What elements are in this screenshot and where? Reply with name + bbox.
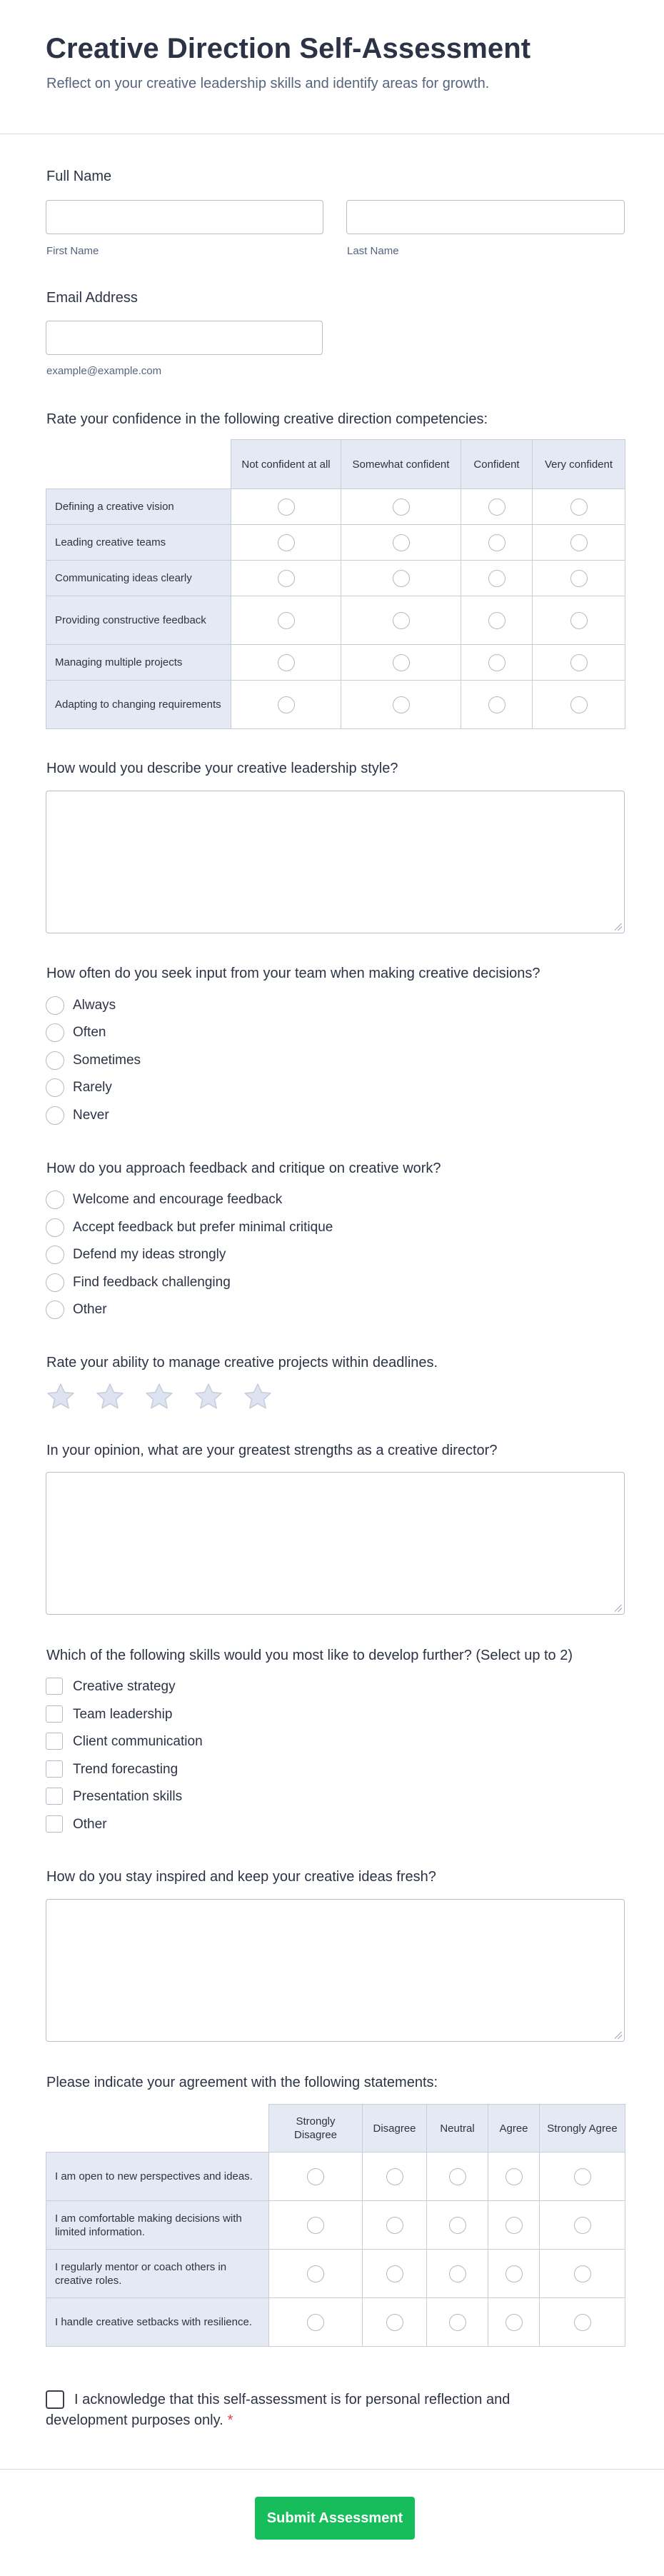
matrix-radio[interactable] bbox=[393, 498, 410, 516]
matrix-radio[interactable] bbox=[488, 696, 505, 713]
matrix-corner bbox=[46, 2105, 269, 2152]
star-icon[interactable] bbox=[242, 1381, 273, 1413]
matrix-radio[interactable] bbox=[307, 2265, 324, 2282]
radio-circle[interactable] bbox=[46, 1246, 64, 1264]
acknowledge-text: I acknowledge that this self-assessment is for personal reflection and development purposes only. bbox=[46, 2392, 510, 2428]
matrix-radio[interactable] bbox=[393, 612, 410, 629]
checkbox[interactable] bbox=[46, 1760, 63, 1778]
form-title: Creative Direction Self-Assessment bbox=[46, 33, 531, 64]
option-label: Defend my ideas strongly bbox=[73, 1247, 226, 1262]
matrix-column-header: Strongly Disagree bbox=[269, 2105, 363, 2152]
leadership-style-textarea[interactable] bbox=[46, 791, 625, 933]
matrix-row-label: Communicating ideas clearly bbox=[46, 561, 231, 596]
matrix-row bbox=[46, 2250, 625, 2298]
checkbox[interactable] bbox=[46, 1678, 63, 1695]
matrix-radio[interactable] bbox=[386, 2217, 403, 2234]
matrix-radio[interactable] bbox=[278, 696, 295, 713]
resize-grip-icon[interactable] bbox=[615, 923, 622, 931]
resize-grip-icon[interactable] bbox=[615, 2032, 622, 2039]
matrix-row bbox=[46, 2152, 625, 2201]
option-label: Other bbox=[73, 1817, 107, 1832]
leadership-style-question: How would you describe your creative leadership style? bbox=[46, 761, 398, 776]
matrix-radio[interactable] bbox=[393, 696, 410, 713]
radio-circle[interactable] bbox=[46, 1051, 64, 1070]
form-subtitle: Reflect on your creative leadership skills and identify areas for growth. bbox=[46, 76, 490, 91]
matrix-row bbox=[46, 596, 625, 645]
matrix-radio[interactable] bbox=[393, 654, 410, 671]
matrix-column-header: Agree bbox=[488, 2105, 540, 2152]
form-header bbox=[0, 0, 664, 134]
last-name-sublabel: Last Name bbox=[347, 245, 399, 257]
full-name-label: Full Name bbox=[46, 169, 112, 184]
checkbox[interactable] bbox=[46, 1733, 63, 1750]
matrix-column-header: Not confident at all bbox=[231, 440, 341, 489]
option-label: Often bbox=[73, 1025, 106, 1040]
radio-circle[interactable] bbox=[46, 1191, 64, 1209]
radio-circle[interactable] bbox=[46, 1106, 64, 1125]
matrix-radio[interactable] bbox=[505, 2314, 523, 2331]
option-label: Always bbox=[73, 998, 116, 1013]
option-label: Find feedback challenging bbox=[73, 1275, 231, 1290]
radio-circle[interactable] bbox=[46, 1078, 64, 1097]
matrix-radio[interactable] bbox=[570, 612, 588, 629]
option-label: Welcome and encourage feedback bbox=[73, 1192, 283, 1207]
skills-develop-question: Which of the following skills would you most like to develop further? (Select up to 2) bbox=[46, 1648, 573, 1663]
star-icon[interactable] bbox=[144, 1381, 175, 1413]
matrix-row bbox=[46, 681, 625, 729]
competency-question: Rate your confidence in the following creative direction competencies: bbox=[46, 411, 488, 427]
inspiration-textarea[interactable] bbox=[46, 1899, 625, 2042]
matrix-row bbox=[46, 2201, 625, 2250]
feedback-approach-question: How do you approach feedback and critique on creative work? bbox=[46, 1161, 441, 1176]
matrix-radio[interactable] bbox=[488, 570, 505, 587]
option-label: Team leadership bbox=[73, 1707, 173, 1722]
matrix-radio[interactable] bbox=[449, 2265, 466, 2282]
matrix-column-header: Somewhat confident bbox=[341, 440, 461, 489]
acknowledge-label bbox=[46, 2390, 588, 2431]
email-label: Email Address bbox=[46, 290, 138, 306]
matrix-row-label: Adapting to changing requirements bbox=[46, 681, 231, 729]
matrix-radio[interactable] bbox=[488, 498, 505, 516]
matrix-row-label: I am open to new perspectives and ideas. bbox=[46, 2152, 269, 2201]
matrix-row-label: I regularly mentor or coach others in creative roles. bbox=[46, 2250, 269, 2298]
matrix-radio[interactable] bbox=[386, 2314, 403, 2331]
matrix-column-header: Neutral bbox=[427, 2105, 488, 2152]
first-name-sublabel: First Name bbox=[46, 245, 99, 257]
radio-circle[interactable] bbox=[46, 1300, 64, 1319]
last-name-input[interactable] bbox=[346, 200, 625, 234]
option-label: Client communication bbox=[73, 1734, 203, 1749]
matrix-radio[interactable] bbox=[278, 654, 295, 671]
first-name-input[interactable] bbox=[46, 200, 323, 234]
strengths-question: In your opinion, what are your greatest strengths as a creative director? bbox=[46, 1443, 498, 1458]
matrix-row bbox=[46, 645, 625, 681]
matrix-radio[interactable] bbox=[307, 2168, 324, 2185]
matrix-radio[interactable] bbox=[449, 2168, 466, 2185]
matrix-radio[interactable] bbox=[574, 2265, 591, 2282]
matrix-row bbox=[46, 489, 625, 525]
footer-divider bbox=[0, 2469, 664, 2470]
matrix-row-label: Defining a creative vision bbox=[46, 489, 231, 525]
agreement-question: Please indicate your agreement with the following statements: bbox=[46, 2075, 438, 2090]
matrix-radio[interactable] bbox=[393, 570, 410, 587]
matrix-row-label: I handle creative setbacks with resilience. bbox=[46, 2298, 269, 2347]
email-input[interactable] bbox=[46, 321, 323, 355]
matrix-row bbox=[46, 561, 625, 596]
competency-matrix bbox=[46, 439, 625, 729]
matrix-radio[interactable] bbox=[307, 2314, 324, 2331]
required-mark: * bbox=[227, 2412, 233, 2428]
checkbox[interactable] bbox=[46, 1788, 63, 1805]
option-label: Rarely bbox=[73, 1080, 112, 1095]
matrix-radio[interactable] bbox=[307, 2217, 324, 2234]
matrix-radio[interactable] bbox=[505, 2217, 523, 2234]
matrix-radio[interactable] bbox=[449, 2314, 466, 2331]
team-input-question: How often do you seek input from your team when making creative decisions? bbox=[46, 966, 540, 981]
submit-button[interactable]: Submit Assessment bbox=[255, 2497, 415, 2540]
matrix-radio[interactable] bbox=[574, 2217, 591, 2234]
matrix-row-label: I am comfortable making decisions with limited information. bbox=[46, 2201, 269, 2250]
matrix-radio[interactable] bbox=[574, 2168, 591, 2185]
matrix-radio[interactable] bbox=[505, 2265, 523, 2282]
matrix-corner bbox=[46, 440, 231, 489]
matrix-column-header: Disagree bbox=[363, 2105, 427, 2152]
radio-circle[interactable] bbox=[46, 996, 64, 1015]
matrix-radio[interactable] bbox=[488, 612, 505, 629]
matrix-column-header: Confident bbox=[461, 440, 533, 489]
matrix-radio[interactable] bbox=[570, 654, 588, 671]
matrix-radio[interactable] bbox=[278, 612, 295, 629]
option-label: Other bbox=[73, 1302, 107, 1317]
matrix-radio[interactable] bbox=[505, 2168, 523, 2185]
agreement-matrix bbox=[46, 2104, 625, 2347]
star-icon[interactable] bbox=[45, 1381, 76, 1413]
matrix-radio[interactable] bbox=[386, 2168, 403, 2185]
email-sublabel: example@example.com bbox=[46, 365, 162, 377]
option-label: Presentation skills bbox=[73, 1789, 183, 1804]
matrix-radio[interactable] bbox=[570, 534, 588, 551]
matrix-radio[interactable] bbox=[386, 2265, 403, 2282]
matrix-column-header: Strongly Agree bbox=[540, 2105, 625, 2152]
strengths-textarea[interactable] bbox=[46, 1472, 625, 1615]
inspiration-question: How do you stay inspired and keep your creative ideas fresh? bbox=[46, 1869, 436, 1885]
matrix-row bbox=[46, 2298, 625, 2347]
matrix-row-label: Leading creative teams bbox=[46, 525, 231, 561]
radio-circle[interactable] bbox=[46, 1023, 64, 1042]
star-icon[interactable] bbox=[94, 1381, 126, 1413]
matrix-radio[interactable] bbox=[570, 498, 588, 516]
matrix-radio[interactable] bbox=[278, 534, 295, 551]
matrix-radio[interactable] bbox=[488, 654, 505, 671]
matrix-radio[interactable] bbox=[574, 2314, 591, 2331]
matrix-radio[interactable] bbox=[278, 570, 295, 587]
matrix-column-header: Very confident bbox=[533, 440, 625, 489]
resize-grip-icon[interactable] bbox=[615, 1605, 622, 1612]
option-label: Sometimes bbox=[73, 1053, 141, 1068]
deadline-rating-question: Rate your ability to manage creative projects within deadlines. bbox=[46, 1355, 438, 1370]
option-label: Trend forecasting bbox=[73, 1762, 178, 1777]
matrix-radio[interactable] bbox=[570, 696, 588, 713]
option-label: Creative strategy bbox=[73, 1679, 176, 1694]
checkbox[interactable] bbox=[46, 1705, 63, 1723]
option-label: Never bbox=[73, 1108, 109, 1123]
star-icon[interactable] bbox=[193, 1381, 224, 1413]
matrix-row-label: Managing multiple projects bbox=[46, 645, 231, 681]
checkbox[interactable] bbox=[46, 1815, 63, 1833]
matrix-radio[interactable] bbox=[278, 498, 295, 516]
matrix-radio[interactable] bbox=[393, 534, 410, 551]
option-label: Accept feedback but prefer minimal critique bbox=[73, 1220, 333, 1235]
matrix-radio[interactable] bbox=[449, 2217, 466, 2234]
radio-circle[interactable] bbox=[46, 1218, 64, 1237]
matrix-radio[interactable] bbox=[570, 570, 588, 587]
matrix-radio[interactable] bbox=[488, 534, 505, 551]
matrix-row bbox=[46, 525, 625, 561]
radio-circle[interactable] bbox=[46, 1273, 64, 1292]
matrix-row-label: Providing constructive feedback bbox=[46, 596, 231, 645]
